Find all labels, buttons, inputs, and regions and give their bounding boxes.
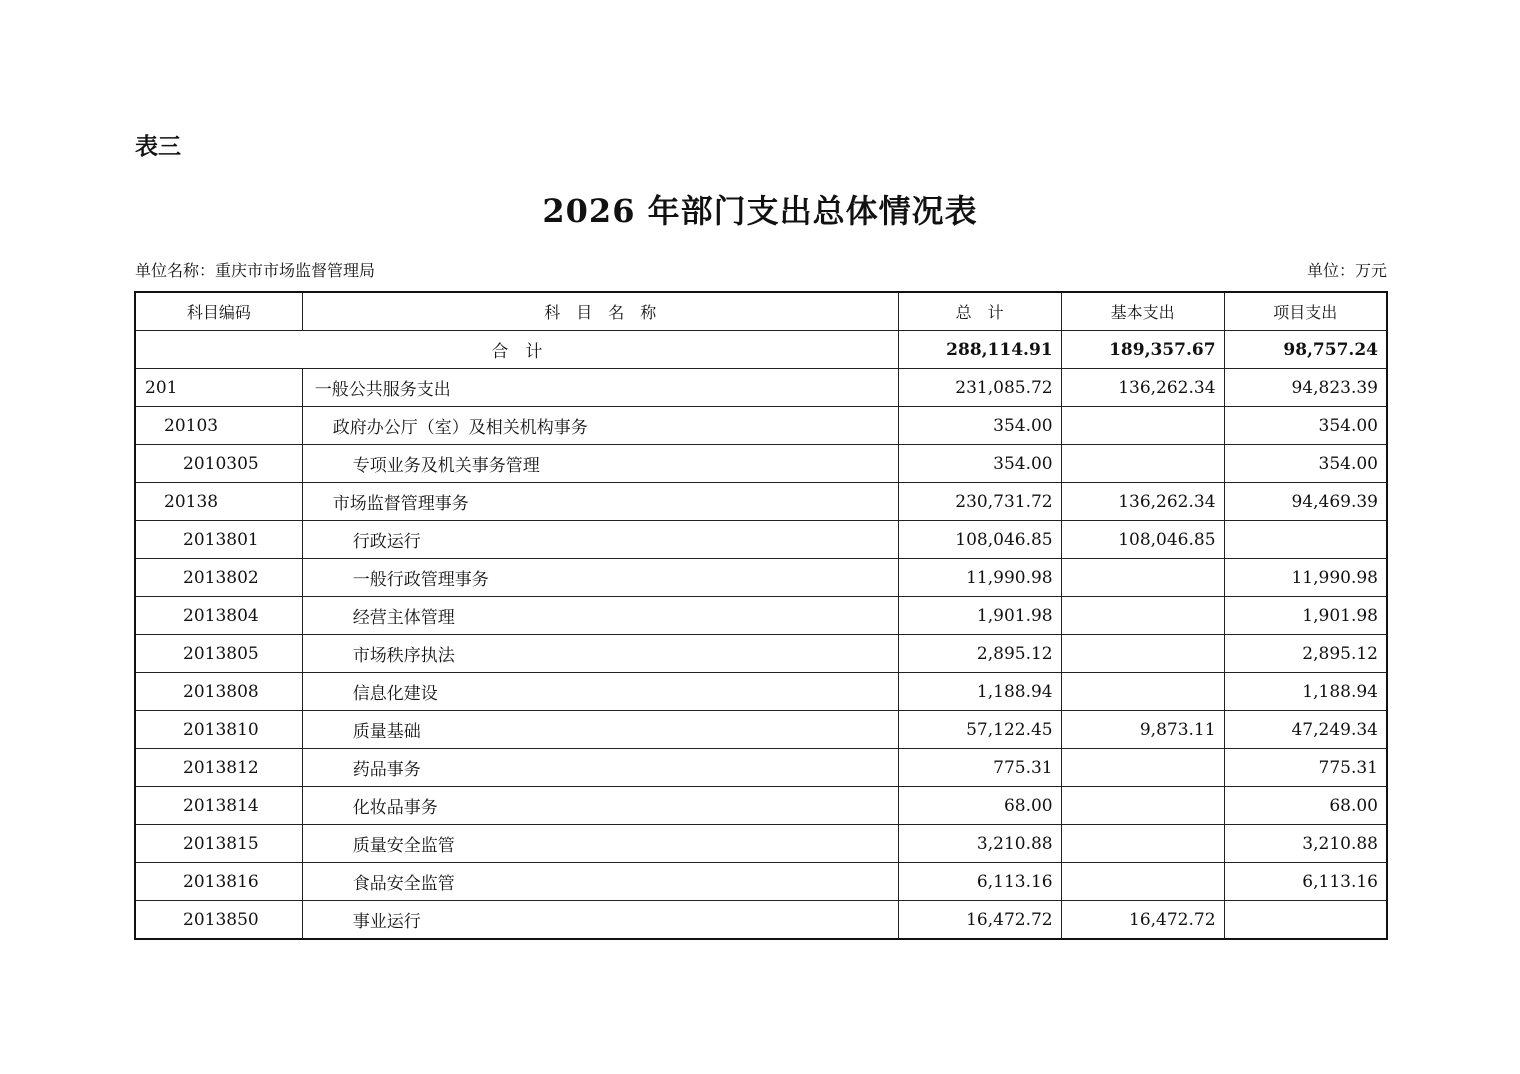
header-total: 总 计: [898, 292, 1061, 331]
cell-basic: [1061, 749, 1224, 787]
cell-total: 11,990.98: [898, 559, 1061, 597]
cell-project: 6,113.16: [1224, 863, 1387, 901]
cell-project: 11,990.98: [1224, 559, 1387, 597]
cell-basic: 136,262.34: [1061, 369, 1224, 407]
cell-name: 一般行政管理事务: [302, 559, 898, 597]
cell-code: 201: [135, 369, 302, 407]
table-row: [135, 483, 1387, 521]
cell-basic: [1061, 445, 1224, 483]
header-code: 科目编码: [135, 292, 302, 331]
table-row: [135, 369, 1387, 407]
cell-basic: 9,873.11: [1061, 711, 1224, 749]
cell-code: 20138: [135, 483, 302, 521]
cell-name: 专项业务及机关事务管理: [302, 445, 898, 483]
cell-total: 6,113.16: [898, 863, 1061, 901]
expenditure-table: [134, 291, 1388, 940]
table-row: [135, 635, 1387, 673]
table-row: [135, 825, 1387, 863]
cell-basic: [1061, 635, 1224, 673]
cell-code: 2013816: [135, 863, 302, 901]
cell-basic: 136,262.34: [1061, 483, 1224, 521]
cell-project: 2,895.12: [1224, 635, 1387, 673]
cell-code: 2013801: [135, 521, 302, 559]
cell-code: 2013814: [135, 787, 302, 825]
cell-code: 2013805: [135, 635, 302, 673]
cell-basic: [1061, 863, 1224, 901]
cell-name: 质量安全监管: [302, 825, 898, 863]
table-row: [135, 521, 1387, 559]
cell-code: 2013808: [135, 673, 302, 711]
total-total: 288,114.91: [898, 331, 1061, 369]
cell-basic: [1061, 673, 1224, 711]
cell-basic: [1061, 825, 1224, 863]
total-project: 98,757.24: [1224, 331, 1387, 369]
total-label: 合 计: [135, 331, 898, 369]
cell-total: 2,895.12: [898, 635, 1061, 673]
cell-name: 食品安全监管: [302, 863, 898, 901]
cell-code: 20103: [135, 407, 302, 445]
cell-code: 2013802: [135, 559, 302, 597]
cell-project: 354.00: [1224, 445, 1387, 483]
cell-code: 2013812: [135, 749, 302, 787]
cell-total: 57,122.45: [898, 711, 1061, 749]
cell-name: 质量基础: [302, 711, 898, 749]
cell-name: 信息化建设: [302, 673, 898, 711]
total-row: [135, 331, 1387, 369]
table-row: [135, 597, 1387, 635]
cell-name: 市场秩序执法: [302, 635, 898, 673]
cell-name: 市场监督管理事务: [302, 483, 898, 521]
cell-basic: [1061, 407, 1224, 445]
table-row: [135, 863, 1387, 901]
table-row: [135, 559, 1387, 597]
cell-code: 2010305: [135, 445, 302, 483]
cell-code: 2013815: [135, 825, 302, 863]
cell-name: 药品事务: [302, 749, 898, 787]
cell-project: 94,823.39: [1224, 369, 1387, 407]
cell-project: 354.00: [1224, 407, 1387, 445]
cell-project: [1224, 521, 1387, 559]
header-project: 项目支出: [1224, 292, 1387, 331]
cell-name: 一般公共服务支出: [302, 369, 898, 407]
cell-total: 108,046.85: [898, 521, 1061, 559]
cell-basic: 16,472.72: [1061, 901, 1224, 940]
cell-basic: [1061, 559, 1224, 597]
cell-project: 3,210.88: [1224, 825, 1387, 863]
cell-project: [1224, 901, 1387, 940]
cell-total: 68.00: [898, 787, 1061, 825]
cell-total: 354.00: [898, 445, 1061, 483]
table-row: [135, 407, 1387, 445]
header-basic: 基本支出: [1061, 292, 1224, 331]
table-row: [135, 787, 1387, 825]
cell-total: 1,188.94: [898, 673, 1061, 711]
cell-name: 化妆品事务: [302, 787, 898, 825]
cell-code: 2013810: [135, 711, 302, 749]
header-name: 科 目 名 称: [302, 292, 898, 331]
cell-name: 行政运行: [302, 521, 898, 559]
unit-name: 单位名称：重庆市市场监督管理局: [135, 261, 376, 280]
cell-code: 2013804: [135, 597, 302, 635]
cell-total: 230,731.72: [898, 483, 1061, 521]
cell-total: 775.31: [898, 749, 1061, 787]
sheet-label: 表三: [135, 134, 181, 160]
cell-name: 经营主体管理: [302, 597, 898, 635]
table-row: [135, 673, 1387, 711]
cell-total: 354.00: [898, 407, 1061, 445]
cell-basic: [1061, 597, 1224, 635]
cell-project: 68.00: [1224, 787, 1387, 825]
table-row: [135, 901, 1387, 940]
cell-total: 1,901.98: [898, 597, 1061, 635]
cell-project: 94,469.39: [1224, 483, 1387, 521]
cell-project: 775.31: [1224, 749, 1387, 787]
unit-label: 单位：万元: [1306, 261, 1387, 280]
cell-basic: [1061, 787, 1224, 825]
table-row: [135, 749, 1387, 787]
cell-total: 231,085.72: [898, 369, 1061, 407]
table-row: [135, 711, 1387, 749]
page-title: 2026 年部门支出总体情况表: [542, 192, 978, 230]
cell-name: 政府办公厅（室）及相关机构事务: [302, 407, 898, 445]
cell-project: 47,249.34: [1224, 711, 1387, 749]
total-basic: 189,357.67: [1061, 331, 1224, 369]
cell-total: 16,472.72: [898, 901, 1061, 940]
header-row: [135, 292, 1387, 331]
cell-code: 2013850: [135, 901, 302, 940]
table-row: [135, 445, 1387, 483]
cell-project: 1,901.98: [1224, 597, 1387, 635]
cell-name: 事业运行: [302, 901, 898, 940]
cell-basic: 108,046.85: [1061, 521, 1224, 559]
cell-total: 3,210.88: [898, 825, 1061, 863]
cell-project: 1,188.94: [1224, 673, 1387, 711]
